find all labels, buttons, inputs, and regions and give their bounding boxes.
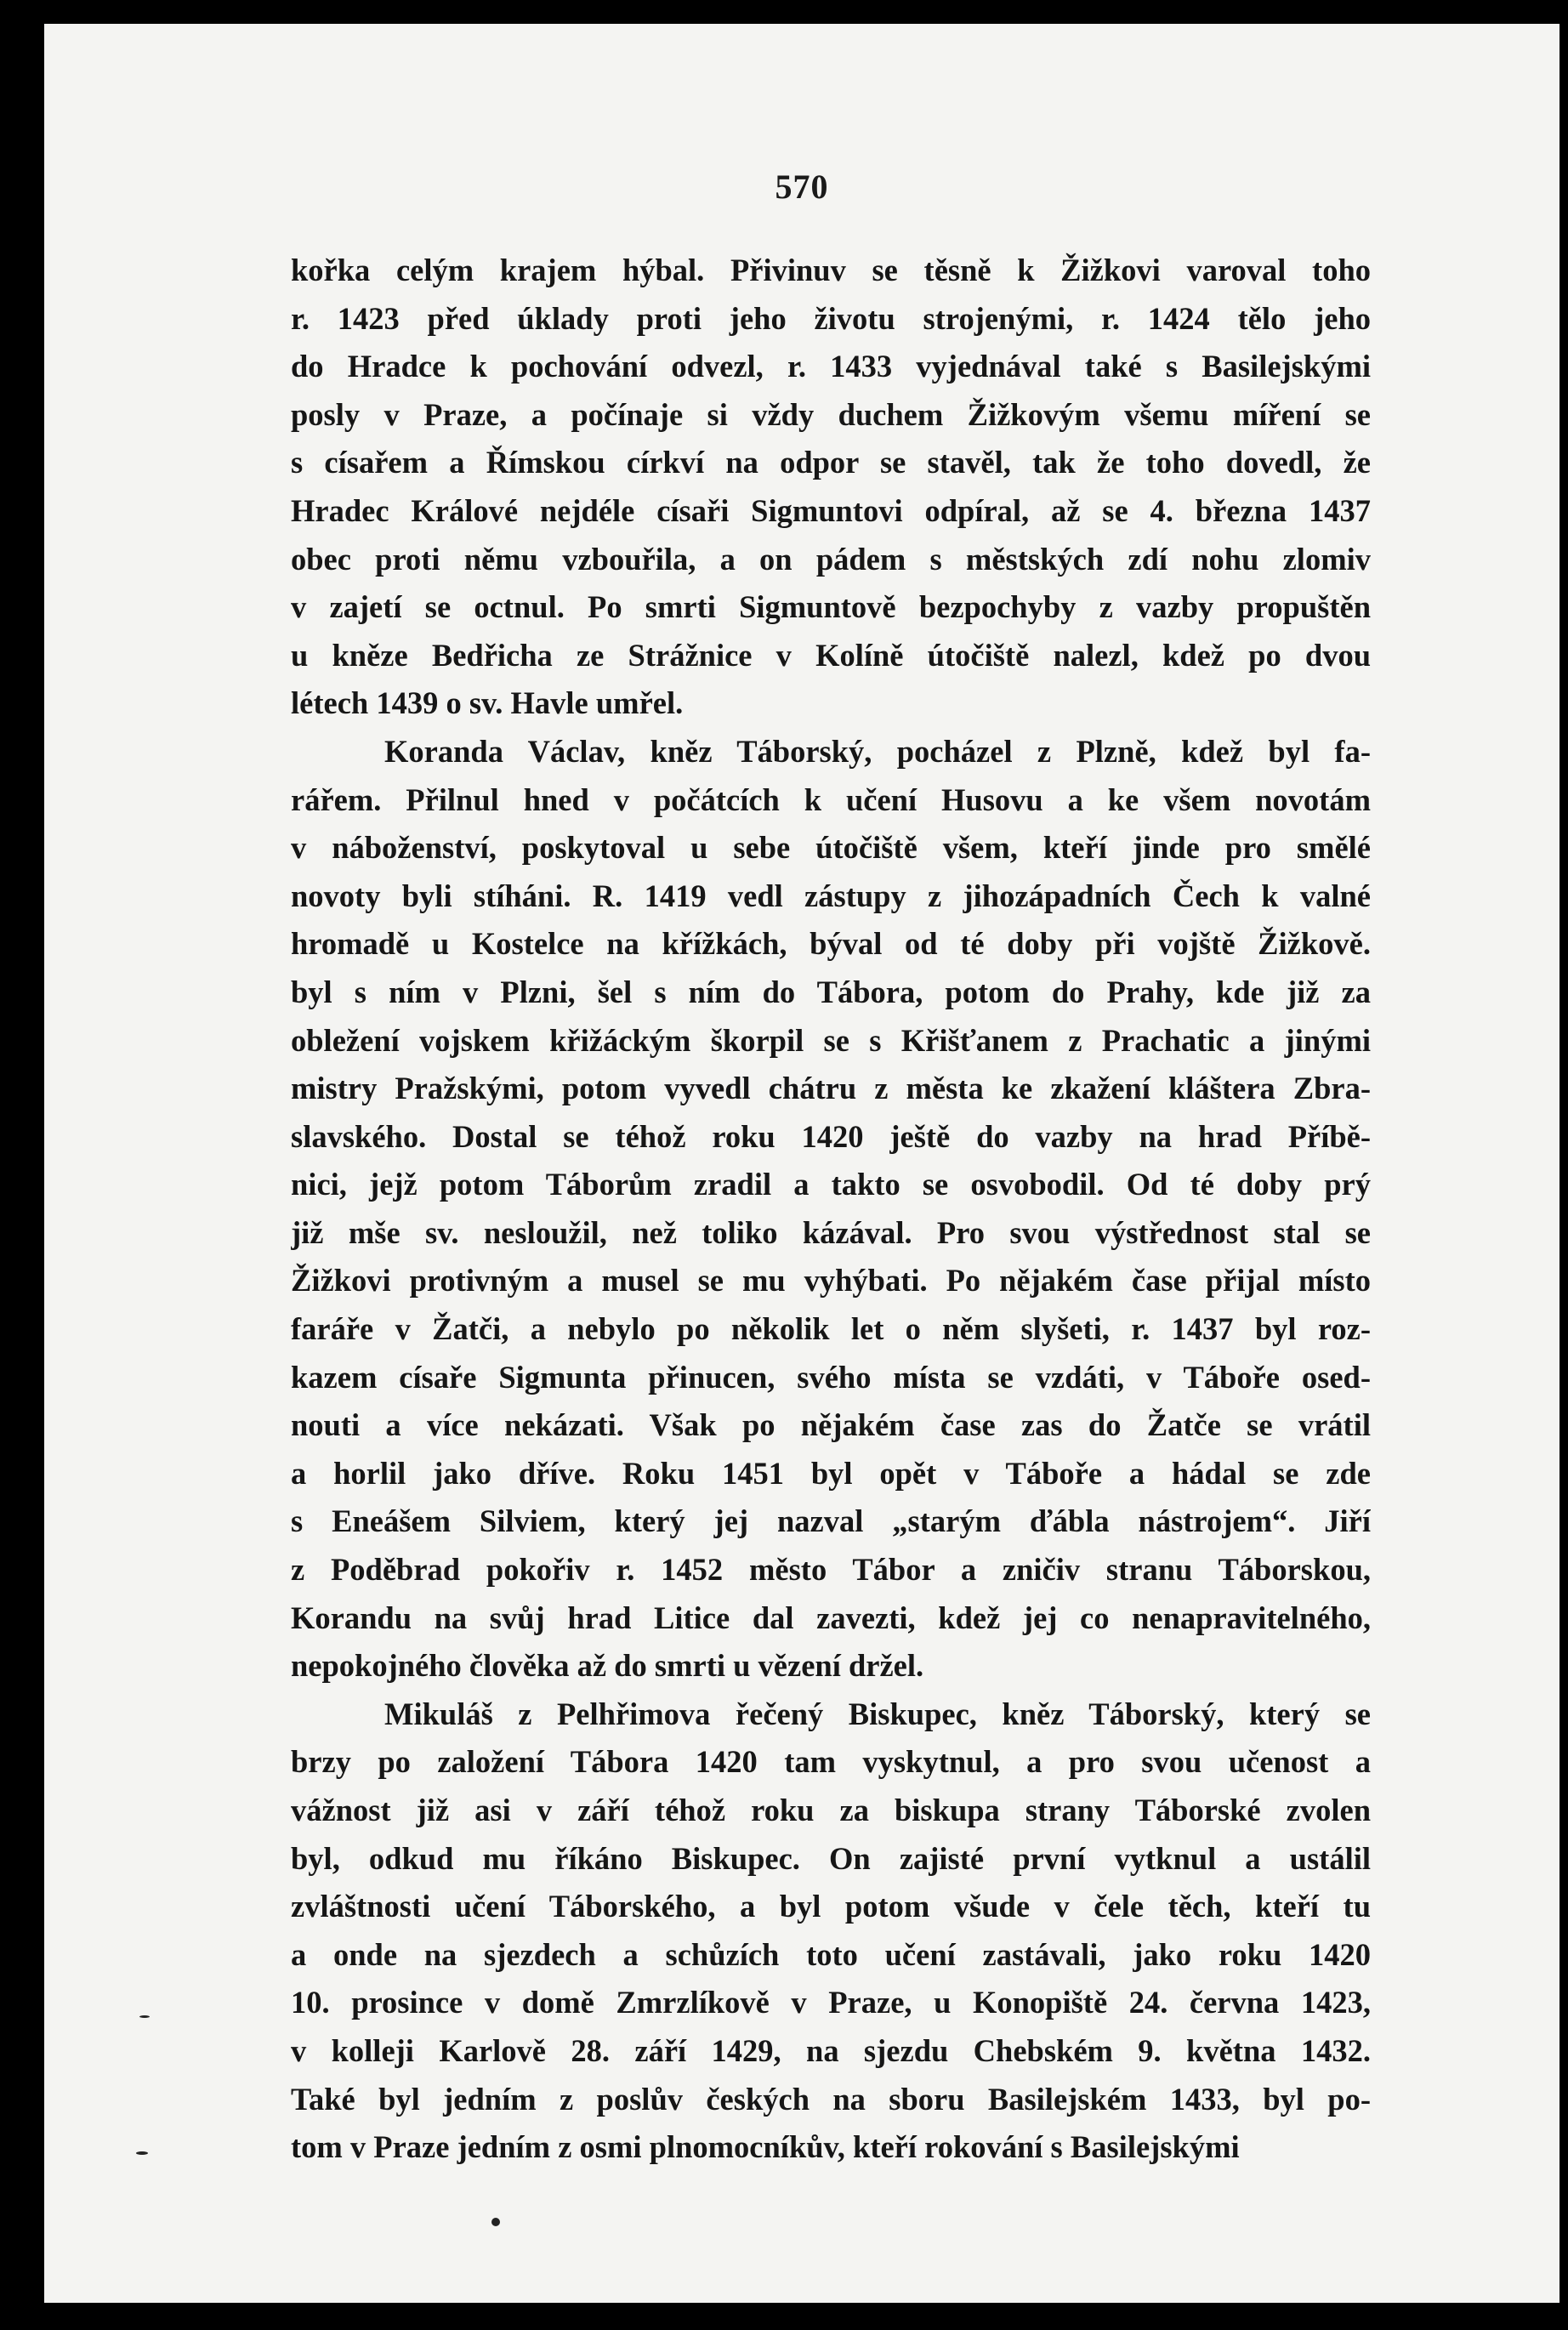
text-line: r. 1423 před úklady proti jeho životu strojenými, r. 1424 tělo jeho [291,300,1371,336]
scan-speck [136,2151,148,2155]
text-line: do Hradce k pochování odvezl, r. 1433 vyjednával také s Basilejskými [291,349,1371,384]
text-line: byl, odkud mu říkáno Biskupec. On zajisté první vytknul a ustálil [291,1840,1371,1876]
text-line: již mše sv. nesloužil, než toliko kázával. Pro svou výstřednost stal se [291,1214,1371,1250]
text-line: v náboženství, poskytoval u sebe útočiště všem, kteří jinde pro smělé [291,830,1371,866]
text-line: mistry Pražskými, potom vyvedl chátru z města ke zkažení kláštera Zbra- [291,1071,1371,1106]
text-line: a onde na sjezdech a schůzích toto učení zastávali, jako roku 1420 [291,1936,1371,1972]
text-line: obec proti němu vzbouřila, a on pádem s městských zdí nohu zlomiv [291,541,1371,577]
text-line: faráře v Žatči, a nebylo po několik let o něm slyšeti, r. 1437 byl roz- [291,1311,1371,1347]
text-line: z Poděbrad pokořiv r. 1452 město Tábor a zničiv stranu Táborskou, [291,1552,1371,1588]
scan-speck [491,2218,500,2226]
text-line: létech 1439 o sv. Havle umřel. [291,685,684,721]
text-line: posly v Praze, a počínaje si vždy duchem Žižkovým všemu míření se [291,396,1371,432]
text-line: Žižkovi protivným a musel se mu vyhýbati. Po nějakém čase přijal místo [291,1263,1371,1299]
text-line: kazem císaře Sigmunta přinucen, svého místa se vzdáti, v Táboře osed- [291,1359,1371,1395]
scan-speck [139,2015,150,2018]
text-line: 10. prosince v domě Zmrzlíkově v Praze, u Konopiště 24. června 1423, [291,1985,1371,2020]
text-line: rářem. Přilnul hned v počátcích k učení Husovu a ke všem novotám [291,781,1371,817]
text-line: nici, jejž potom Táborům zradil a takto se osvobodil. Od té doby prý [291,1167,1371,1202]
text-line: brzy po založení Tábora 1420 tam vyskytnul, a pro svou učenost a [291,1744,1371,1780]
text-line: zvláštnosti učení Táborského, a byl potom všude v čele těch, kteří tu [291,1889,1371,1924]
text-line: kořka celým krajem hýbal. Přivinuv se těsně k Žižkovi varoval toho [291,253,1371,287]
text-line: novoty byli stíháni. R. 1419 vedl zástupy z jihozápadních Čech k valné [291,878,1371,913]
text-line: vážnost již asi v září téhož roku za biskupa strany Táborské zvolen [291,1793,1371,1827]
paragraph-korka [291,247,1371,728]
text-line: byl s ním v Plzni, šel s ním do Tábora, potom do Prahy, kde již za [291,974,1371,1009]
text-line: s Eneášem Silviem, který jej nazval „starým ďábla nástrojem“. Jiří [291,1503,1371,1539]
page-number: 570 [775,168,829,206]
text-line: s císařem a Římskou církví na odpor se stavěl, tak že toho dovedl, že [291,445,1371,480]
paragraph-mikulas [291,1691,1371,2172]
text-line: nouti a více nekázati. Však po nějakém čase zas do Žatče se vrátil [291,1407,1371,1443]
text-line: hromadě u Kostelce na křížkách, býval od té doby při vojště Žižkově. [291,926,1371,962]
paragraph-koranda [291,728,1371,1691]
scanned-page [44,24,1559,2303]
body-text [291,247,1371,2172]
text-line: slavského. Dostal se téhož roku 1420 ještě do vazby na hrad Příbě- [291,1118,1371,1154]
text-line: Koranda Václav, kněz Táborský, pocházel z Plzně, kdež byl fa- [384,733,1371,769]
text-line: Korandu na svůj hrad Litice dal zavezti, kdež jej co nenapravitelného, [291,1600,1371,1635]
text-line: nepokojného člověka až do smrti u vězení držel. [291,1648,924,1684]
text-line: obležení vojskem křižáckým škorpil se s Křišťanem z Prachatic a jinými [291,1022,1371,1058]
text-line: v kolleji Karlově 28. září 1429, na sjezdu Chebském 9. května 1432. [291,2032,1371,2068]
text-line: u kněze Bedřicha ze Strážnice v Kolíně útočiště nalezl, kdež po dvou [291,637,1371,673]
text-line: tom v Praze jedním z osmi plnomocníkův, kteří rokování s Basilejskými [291,2129,1240,2165]
text-line: Také byl jedním z poslův českých na sboru Basilejském 1433, byl po- [291,2081,1371,2117]
text-line: Mikuláš z Pelhřimova řečený Biskupec, kněz Táborský, který se [384,1696,1371,1731]
text-line: v zajetí se octnul. Po smrti Sigmuntově bezpochyby z vazby propuštěn [291,589,1371,625]
text-line: a horlil jako dříve. Roku 1451 byl opět v Táboře a hádal se zde [291,1455,1371,1491]
text-line: Hradec Králové nejdéle císaři Sigmuntovi odpíral, až se 4. března 1437 [291,492,1371,528]
